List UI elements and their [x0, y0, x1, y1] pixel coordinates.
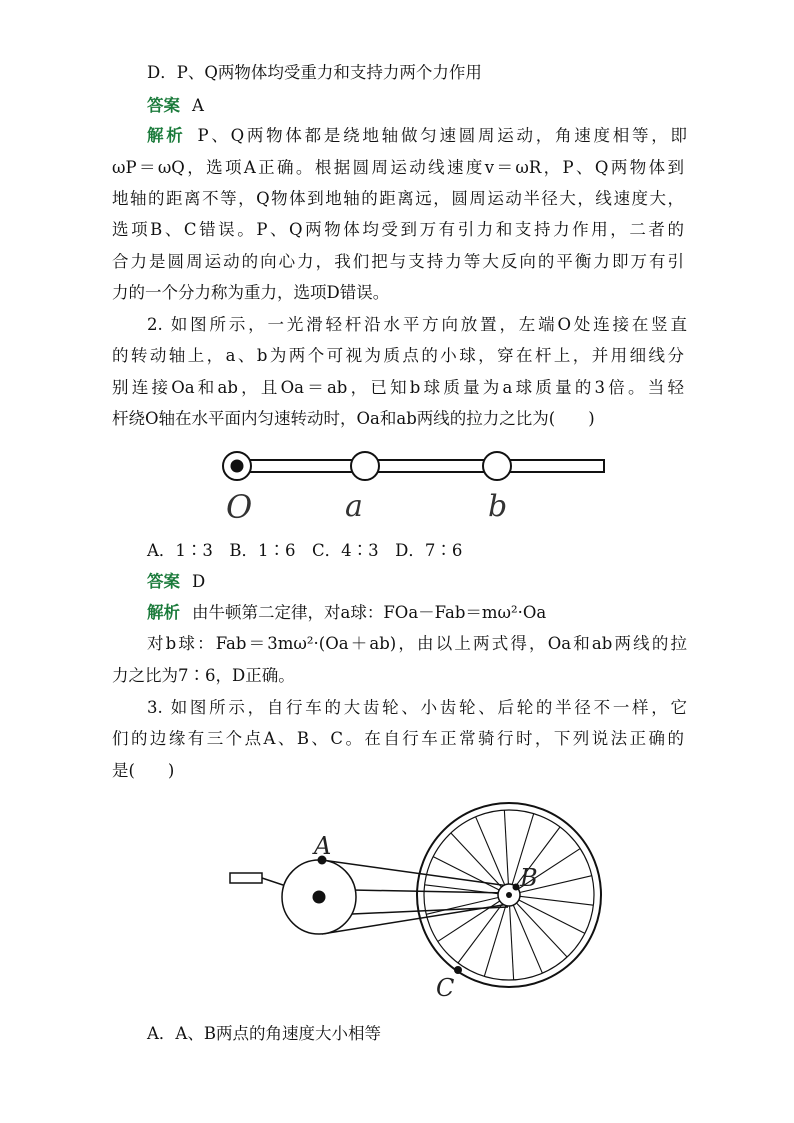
wheel-spoke [484, 906, 505, 977]
label-point-c: C [436, 974, 455, 1002]
point-c-dot [454, 966, 462, 974]
answer-value: D [192, 572, 206, 591]
bicycle-gear-diagram [212, 790, 617, 1015]
q1-analysis-line-3: 地轴的距离不等，Q物体到地轴的距离远，圆周运动半径大，线速度大， [112, 189, 684, 208]
rear-wheel [417, 803, 601, 987]
label-o: O [226, 488, 253, 526]
big-gear-axle [313, 891, 326, 904]
analysis-tag: 解析 [147, 603, 180, 622]
wheel-spoke [458, 904, 502, 963]
wheel-spoke [504, 810, 508, 884]
q1-analysis-line-5: 合力是圆周运动的向心力，我们把与支持力等大反向的平衡力即万有引 [112, 252, 684, 271]
rod-diagram [210, 440, 620, 530]
q1-option-d: D．P、Q两物体均受重力和支持力两个力作用 [147, 63, 482, 82]
ball-b [483, 452, 511, 480]
answer-value: A [192, 96, 204, 115]
wheel-spoke [438, 901, 500, 941]
wheel-spoke [520, 896, 593, 905]
q3-stem-line-1: 3. 如图所示，自行车的大齿轮、小齿轮、后轮的半径不一样，它 [147, 698, 687, 717]
q1-analysis-line-1: 解析 P、Q两物体都是绕地轴做匀速圆周运动，角速度相等，即 [147, 126, 687, 145]
q2-options: A．1∶3 B．1∶6 C．4∶3 D．7∶6 [147, 541, 463, 560]
label-point-a: A [314, 832, 332, 860]
wheel-spoke [510, 906, 514, 980]
ball-a [351, 452, 379, 480]
label-b: b [488, 489, 508, 524]
label-a: a [345, 489, 363, 524]
answer-tag: 答案 [147, 96, 180, 115]
q3-stem-line-2: 们的边缘有三个点A、B、C。在自行车正常骑行时，下列说法正确的 [112, 729, 684, 748]
q1-answer [147, 96, 687, 116]
q1-analysis-line-6: 力的一个分力称为重力，选项D错误。 [112, 283, 390, 302]
q3-stem-line-3: 是( ) [112, 761, 175, 780]
q2-stem-line-1: 2. 如图所示，一光滑轻杆沿水平方向放置，左端O处连接在竖直 [147, 315, 687, 334]
q2-analysis-line-3: 力之比为7∶6，D正确。 [112, 666, 295, 685]
pedal [230, 873, 262, 883]
q1-analysis-line-2: ωP＝ωQ，选项A正确。根据圆周运动线速度v＝ωR，P、Q两物体到 [112, 158, 684, 177]
light-rod [230, 460, 604, 472]
q2-answer [147, 572, 687, 592]
pivot-axis-dot [231, 460, 244, 473]
answer-tag: 答案 [147, 572, 180, 591]
q3-option-a: A．A、B两点的角速度大小相等 [147, 1024, 381, 1043]
q2-stem-line-3: 别连接Oa和ab，且Oa＝ab，已知b球质量为a球质量的3倍。当轻 [112, 378, 684, 397]
point-b-dot [513, 884, 520, 891]
q2-stem-line-4: 杆绕O轴在水平面内匀速转动时，Oa和ab两线的拉力之比为( ) [112, 409, 595, 428]
q1-analysis-line-4: 选项B、C错误。P、Q两物体均受到万有引力和支持力作用，二者的 [112, 220, 684, 239]
analysis-tag: 解析 [147, 126, 186, 145]
q2-analysis-line-1: 解析 由牛顿第二定律，对a球：FOa－Fab＝mω²·Oa [147, 603, 547, 622]
label-point-b: B [520, 864, 538, 892]
q2-stem-line-2: 的转动轴上，a、b为两个可视为质点的小球，穿在杆上，并用细线分 [112, 346, 684, 365]
q2-analysis-line-2: 对b球：Fab＝3mω²·(Oa＋ab)，由以上两式得，Oa和ab两线的拉 [147, 634, 687, 653]
